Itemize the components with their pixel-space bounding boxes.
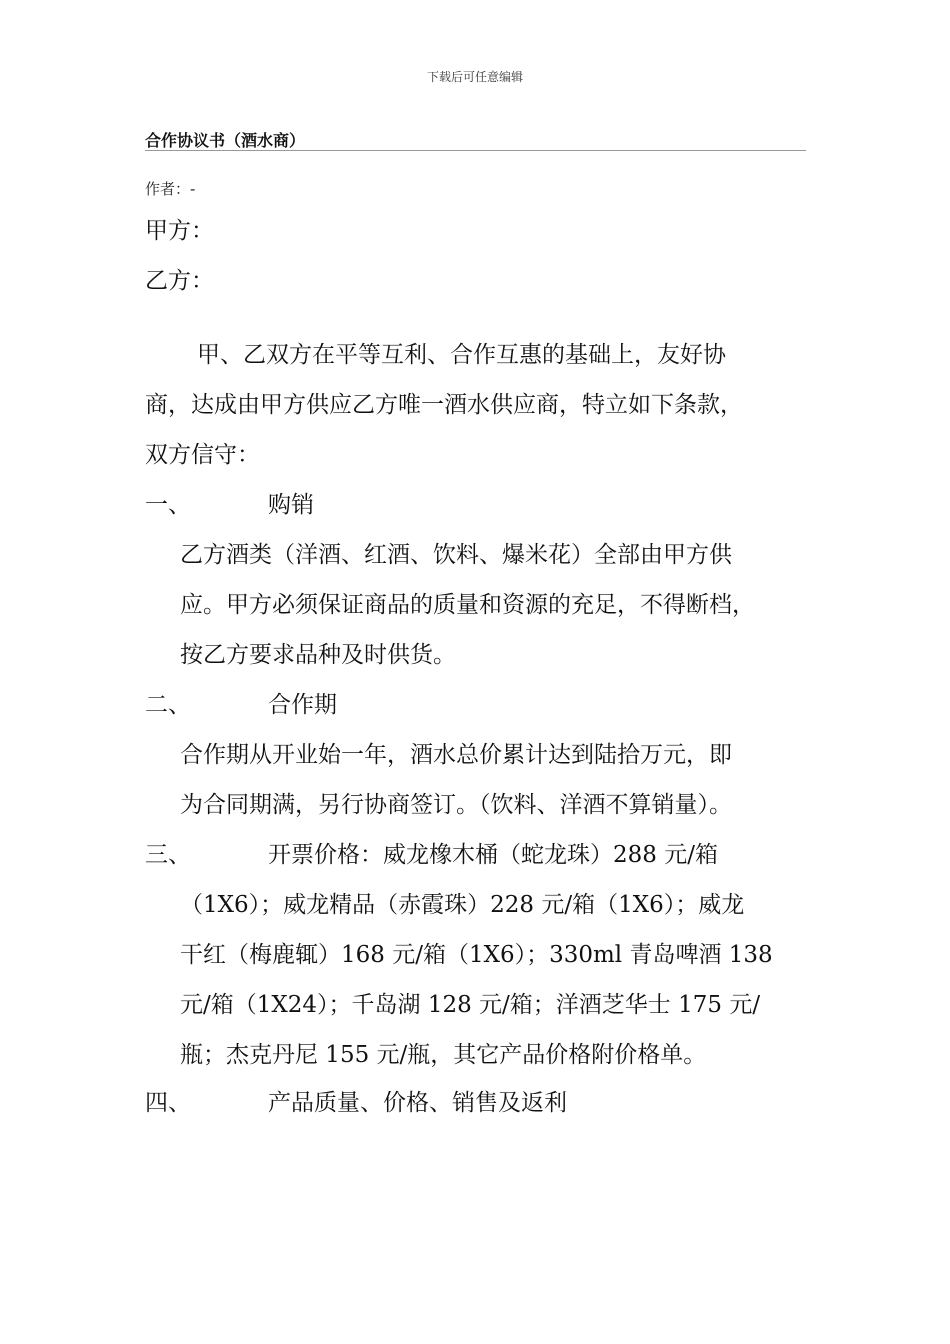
section-body-line: 乙方酒类（洋酒、红酒、饮料、爆米花）全部由甲方供	[180, 542, 732, 568]
section-title: 产品质量、价格、销售及返利	[268, 1090, 567, 1116]
section-title: 开票价格：威龙橡木桶（蛇龙珠）288 元/箱	[268, 842, 718, 868]
section-title: 合作期	[268, 692, 337, 718]
section-number: 三、	[145, 842, 191, 868]
section-body-line: 干红（梅鹿辄）168 元/箱（1X6）；330ml 青岛啤酒 138	[180, 942, 773, 968]
section-body-line: （1X6）；威龙精品（赤霞珠）228 元/箱（1X6）；威龙	[180, 892, 745, 918]
section-body-line: 元/箱（1X24）；千岛湖 128 元/箱；洋酒芝华士 175 元/	[180, 992, 761, 1018]
intro-line: 双方信守：	[145, 442, 260, 468]
party-a-label: 甲方：	[145, 218, 214, 244]
section-number: 二、	[145, 692, 191, 718]
section-body-line: 合作期从开业始一年，酒水总价累计达到陆拾万元，即	[180, 742, 732, 768]
party-b-label: 乙方：	[145, 268, 214, 294]
section-number: 一、	[145, 492, 191, 518]
section-body-line: 应。甲方必须保证商品的质量和资源的充足，不得断档，	[180, 592, 755, 618]
title-divider	[145, 150, 806, 151]
section-body-line: 按乙方要求品种及时供货。	[180, 642, 456, 668]
intro-line: 甲、乙双方在平等互利、合作互惠的基础上，友好协	[197, 342, 726, 368]
section-title: 购销	[268, 492, 314, 518]
section-number: 四、	[145, 1090, 191, 1116]
intro-line: 商，达成由甲方供应乙方唯一酒水供应商，特立如下条款，	[145, 392, 743, 418]
document-title: 合作协议书（酒水商）	[145, 131, 306, 150]
author-line: 作者：-	[145, 180, 196, 198]
header-note: 下载后可任意编辑	[426, 70, 523, 84]
section-body-line: 瓶；杰克丹尼 155 元/瓶，其它产品价格附价格单。	[180, 1042, 707, 1068]
section-body-line: 为合同期满，另行协商签订。（饮料、洋酒不算销量）。	[180, 792, 732, 818]
